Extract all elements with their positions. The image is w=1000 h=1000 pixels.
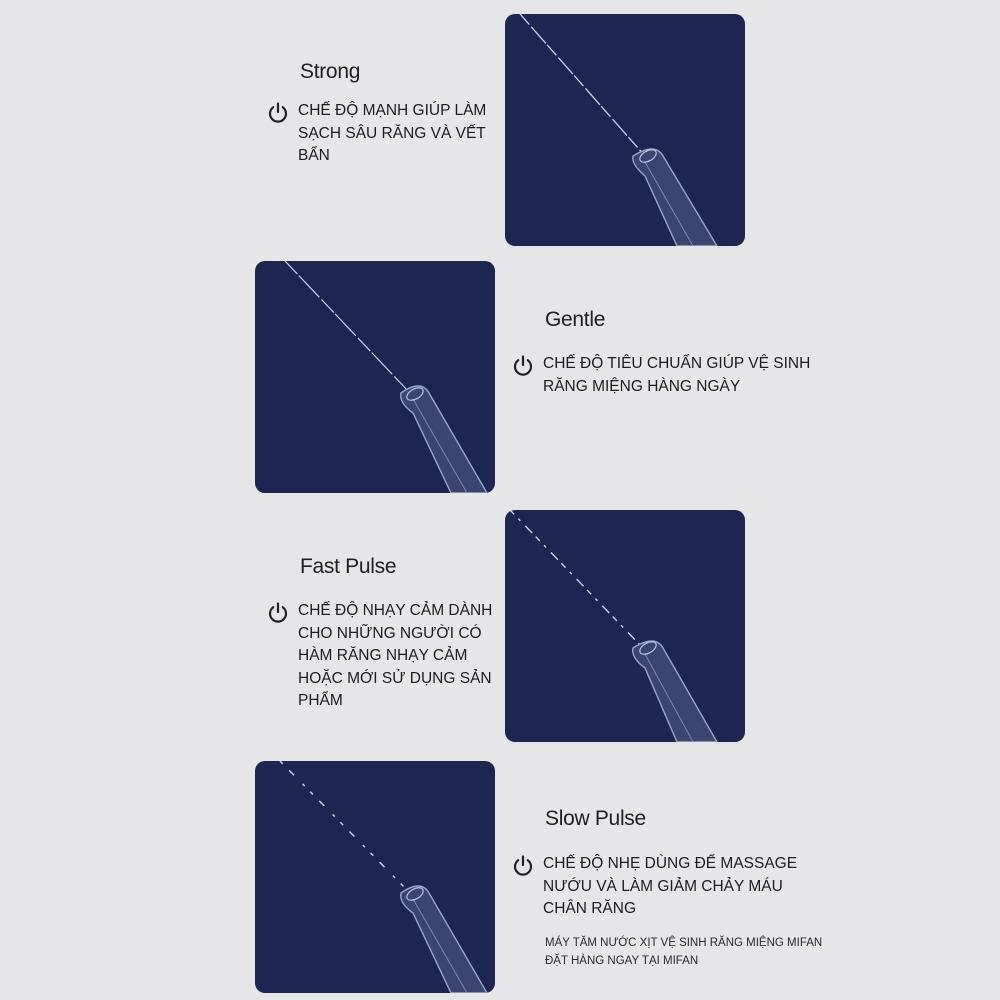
power-icon: [266, 101, 290, 125]
mode-strong-description: CHẾ ĐỘ MẠNH GIÚP LÀM SẠCH SÂU RĂNG VÀ VẾT BẨN: [298, 102, 487, 164]
power-icon: [511, 354, 535, 378]
mode-strong-description-row: [266, 100, 506, 168]
mode-slow-pulse-description: CHẾ ĐỘ NHẸ DÙNG ĐỂ MASSAGE NƯỚU VÀ LÀM GIẢM CHẢY MÁU CHÂN RĂNG: [543, 855, 798, 917]
mode-gentle-image: [255, 261, 495, 493]
mode-gentle-description-row: [511, 353, 811, 398]
mode-strong-title: Strong: [300, 60, 361, 83]
mode-strong-image: [505, 14, 745, 246]
footer-product-line: MÁY TĂM NƯỚC XỊT VỆ SINH RĂNG MIỆNG MIFAN: [545, 937, 823, 949]
footer-order-line: ĐẶT HÀNG NGAY TẠI MIFAN: [545, 955, 699, 967]
mode-fast-pulse-title: Fast Pulse: [300, 555, 397, 578]
mode-slow-pulse-image: [255, 761, 495, 993]
mode-slow-pulse-title: Slow Pulse: [545, 807, 646, 830]
water-flosser-tip-graphic: [505, 510, 745, 742]
water-flosser-tip-graphic: [255, 761, 495, 993]
mode-fast-pulse-image: [505, 510, 745, 742]
power-icon: [511, 854, 535, 878]
mode-gentle-description: CHẾ ĐỘ TIÊU CHUẨN GIÚP VỆ SINH RĂNG MIỆNG HÀNG NGÀY: [543, 355, 811, 395]
mode-slow-pulse-description-row: [511, 853, 811, 921]
footer: [545, 934, 822, 970]
mode-fast-pulse-description: CHẾ ĐỘ NHẠY CẢM DÀNH CHO NHỮNG NGƯỜI CÓ HÀM RĂNG NHẠY CẢM HOẶC MỚI SỬ DỤNG SẢN PHẨM: [298, 602, 493, 709]
mode-gentle-title: Gentle: [545, 308, 606, 331]
water-flosser-tip-graphic: [505, 14, 745, 246]
mode-fast-pulse-description-row: [266, 600, 511, 713]
water-flosser-tip-graphic: [255, 261, 495, 493]
power-icon: [266, 601, 290, 625]
